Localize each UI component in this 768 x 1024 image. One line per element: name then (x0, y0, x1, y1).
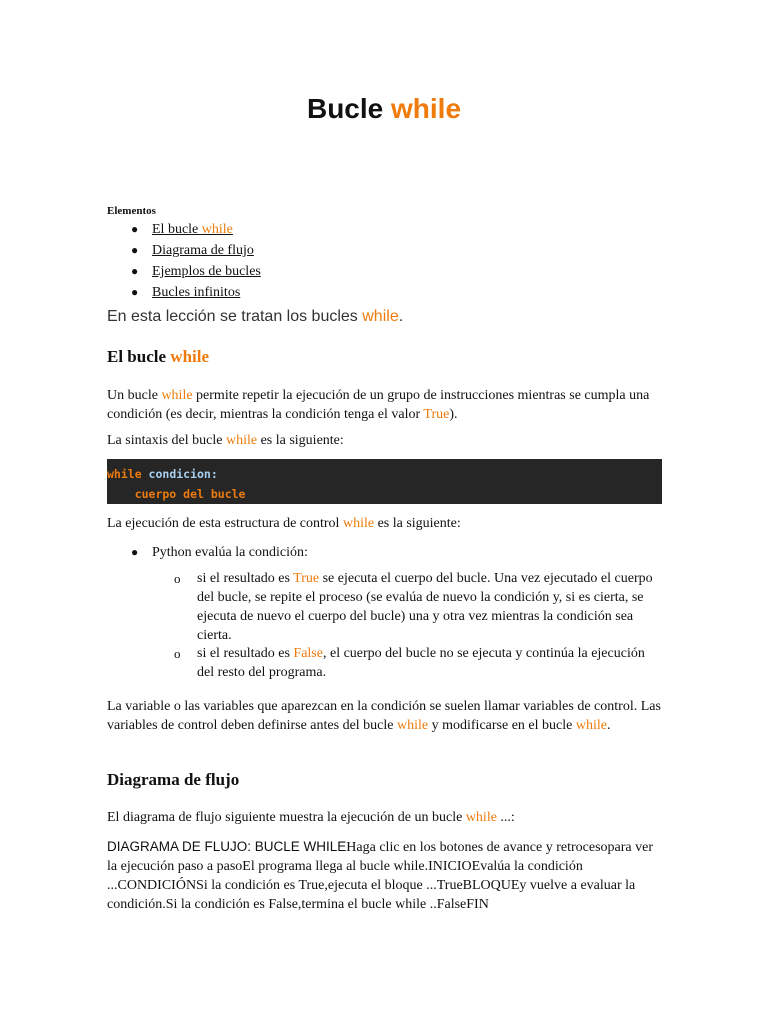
toc-item[interactable] (107, 240, 507, 261)
keyword: while (161, 388, 193, 403)
page-title (0, 93, 768, 125)
lead-end: . (398, 308, 404, 325)
text: ...: (496, 810, 515, 825)
diagram-caption: DIAGRAMA DE FLUJO: BUCLE WHILE (107, 839, 347, 854)
code-line (107, 487, 662, 507)
text: La sintaxis del bucle (107, 433, 226, 448)
execution-steps-list (107, 543, 662, 562)
keyword: True (293, 571, 320, 586)
text: ). (449, 407, 458, 422)
text: si el resultado es (197, 571, 294, 586)
keyword: while (225, 433, 258, 448)
text: Python evalúa la condición: (152, 545, 308, 560)
toc-link-bucle-while[interactable] (152, 222, 233, 237)
paragraph-diagram-intro (107, 808, 662, 827)
execution-substeps-list (107, 641, 662, 682)
toc-link-diagrama[interactable]: Diagrama de flujo (152, 243, 254, 258)
toc-item[interactable] (107, 261, 507, 282)
diagram-text: Haga clic en los botones de avance y retrocesopara ver la ejecución paso a pasoEl programa llega al bucle while.INICIOEvalúa la condición ...CONDICIÓNSi la condición es True,ejecuta el bloque ...TrueBLOQUEy vuelve a evaluar la condición.Si la condición es False,termina el bucle while ..FalseFIN (107, 840, 653, 912)
toc-item[interactable] (107, 282, 507, 303)
lead-paragraph (107, 308, 403, 326)
text: El diagrama de flujo siguiente muestra la ejecución de un bucle (107, 810, 466, 825)
text: es la siguiente: (257, 433, 344, 448)
keyword: while (342, 516, 375, 531)
paragraph-diagram-text (107, 837, 662, 914)
lead-keyword: while (362, 308, 399, 325)
bullet-icon: ● (131, 545, 139, 559)
execution-substeps-list (107, 566, 662, 645)
keyword: while (465, 810, 497, 825)
paragraph-syntax-intro (107, 431, 662, 450)
bullet-icon: ● (131, 243, 139, 257)
heading-text: El bucle (107, 347, 171, 366)
paragraph-definition (107, 386, 662, 424)
title-keyword: while (391, 93, 462, 124)
toc-link-infinitos[interactable]: Bucles infinitos (152, 285, 241, 300)
heading-keyword: while (170, 347, 210, 366)
code-block (107, 459, 662, 504)
toc-link-text: El bucle (152, 222, 202, 237)
hollow-bullet-icon: o (174, 571, 181, 586)
toc-item[interactable] (107, 219, 507, 240)
text: Un bucle (107, 388, 162, 403)
paragraph-control-variables (107, 697, 662, 735)
paragraph-execution-intro (107, 514, 662, 533)
text: La variable o las variables que aparezcan en la condición se suelen llamar variables de control. Las variables de control deben definirse antes del bucle (107, 699, 661, 733)
code-condition: condicion: (141, 467, 218, 481)
toc-heading: Elementos (107, 205, 156, 217)
bullet-icon: ● (131, 285, 139, 299)
keyword: True (423, 407, 450, 422)
code-line (107, 467, 662, 487)
text: es la siguiente: (374, 516, 461, 531)
text: si el resultado es (197, 646, 294, 661)
title-prefix: Bucle (306, 93, 391, 124)
list-item (107, 543, 662, 562)
code-body: cuerpo del bucle (107, 487, 246, 501)
section-heading-bucle-while (107, 347, 209, 367)
keyword: False (293, 646, 323, 661)
text: y modificarse en el bucle (428, 718, 576, 733)
section-heading-diagrama: Diagrama de flujo (107, 770, 240, 789)
keyword: while (397, 718, 429, 733)
hollow-bullet-icon: o (174, 646, 181, 661)
text: . (606, 718, 611, 733)
bullet-icon: ● (131, 264, 139, 278)
toc-link-ejemplos[interactable]: Ejemplos de bucles (152, 264, 261, 279)
text: permite repetir la ejecución de un grupo de instrucciones mientras se cumpla una condición (es decir, mientras la condición tenga el valor (107, 388, 650, 422)
text: La ejecución de esta estructura de control (107, 516, 343, 531)
bullet-icon: ● (131, 222, 139, 236)
sublist-item (107, 569, 662, 645)
table-of-contents (107, 219, 507, 303)
code-keyword: while (107, 467, 142, 481)
toc-link-keyword: while (201, 222, 233, 237)
lead-text: En esta lección se tratan los bucles (107, 308, 363, 325)
keyword: while (575, 718, 607, 733)
text: , el cuerpo del bucle no se ejecuta y continúa la ejecución del resto del programa. (197, 646, 645, 680)
text: se ejecuta el cuerpo del bucle. Una vez ejecutado el cuerpo del bucle, se repite el proceso (se evalúa de nuevo la condición y, si es cierta, se ejecuta de nuevo el cuerpo del bucle) una y otra vez mientras la condición sea cierta. (197, 571, 653, 643)
sublist-item (107, 644, 662, 682)
